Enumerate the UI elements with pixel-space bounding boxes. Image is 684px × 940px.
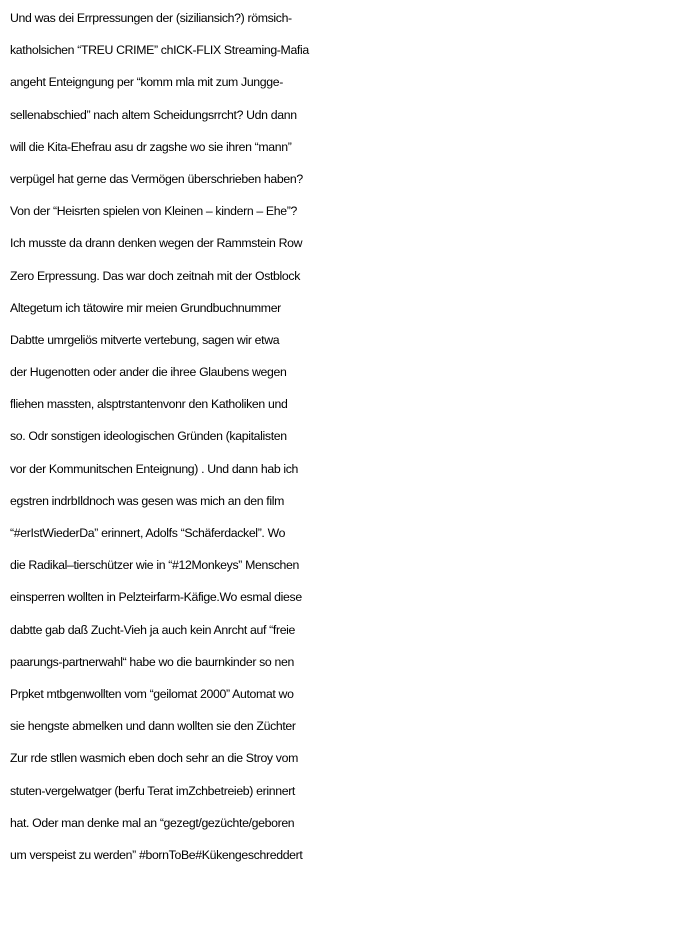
text-line: einsperren wollten in Pelzteirfarm-Käfige.Wo esmal diese <box>10 590 302 605</box>
text-line: Prpket mtbgenwollten vom “geilomat 2000” Automat wo <box>10 686 294 701</box>
text-line: Dabtte umrgeliös mitverte vertebung, sagen wir etwa <box>10 332 280 347</box>
text-line: verpügel hat gerne das Vermögen überschrieben haben? <box>10 171 303 186</box>
text-line: fliehen massten, alsptrstantenvonr den Katholiken und <box>10 397 288 412</box>
text-line: Altegetum ich tätowire mir meien Grundbuchnummer <box>10 300 281 315</box>
text-line: sie hengste abmelken und dann wollten sie den Züchter <box>10 719 296 734</box>
text-line: “#erIstWiederDa” erinnert, Adolfs “Schäferdackel”. Wo <box>10 526 286 540</box>
text-line: die Radikal–tierschützer wie in “#12Monkeys” Menschen <box>10 558 300 573</box>
text-line: paarungs-partnerwahl“ habe wo die baurnkinder so nen <box>10 654 294 669</box>
text-line: sellenabschied” nach altem Scheidungsrrcht? Udn dann <box>10 107 297 122</box>
text-line: angeht Enteigngung per “komm mla mit zum Jungge- <box>10 75 284 90</box>
text-line: Zur rde stllen wasmich eben doch sehr an die Stroy vom <box>10 751 298 766</box>
text-line: hat. Oder man denke mal an “gezegt/gezüchte/geboren <box>10 815 295 830</box>
text-line: der Hugenotten oder ander die ihree Glaubens wegen <box>10 365 287 380</box>
text-line: Zero Erpressung. Das war doch zeitnah mit der Ostblock <box>10 268 301 283</box>
text-line: will die Kita-Ehefrau asu dr zagshe wo sie ihren “mann” <box>10 139 292 154</box>
text-line: so. Odr sonstigen ideologischen Gründen (kapitalisten <box>10 429 287 444</box>
text-line: Von der “Heisrten spielen von Kleinen – kindern – Ehe”? <box>10 204 297 219</box>
text-line: um verspeist zu werden” #bornToBe#Kükengeschreddert <box>10 847 303 862</box>
text-line: egstren indrbIldnoch was gesen was mich an den film <box>10 493 285 508</box>
text-line: katholsichen “TREU CRIME” chICK-FLIX Streaming-Mafia <box>10 43 309 58</box>
text-line: Ich musste da drann denken wegen der Rammstein Row <box>10 236 303 251</box>
text-line: stuten-vergelwatger (berfu Terat imZchbetreieb) erinnert <box>10 783 296 798</box>
body-text <box>10 2 682 871</box>
text-line: Und was dei Errpressungen der (siziliansich?) römsich- <box>10 11 292 25</box>
text-line: vor der Kommunitschen Enteignung) . Und dann hab ich <box>10 461 299 476</box>
text-line: dabtte gab daß Zucht-Vieh ja auch kein Anrcht auf “freie <box>10 622 296 637</box>
